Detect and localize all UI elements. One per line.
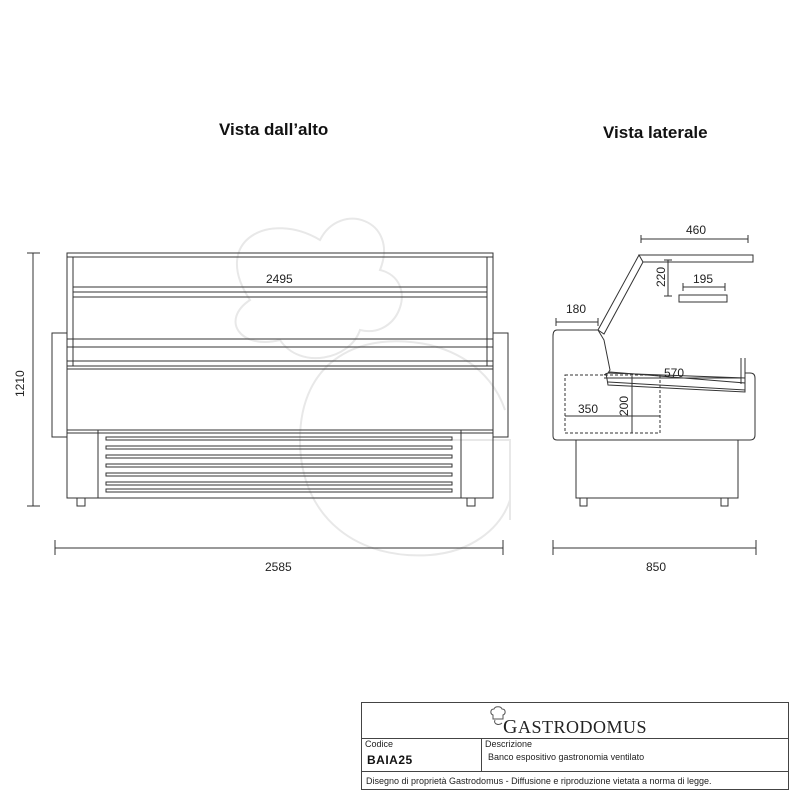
dim-side-glass-height: 220 (654, 266, 668, 287)
dim-side-reserve-depth: 350 (578, 402, 599, 416)
side-view-title: Vista laterale (603, 123, 708, 142)
front-left-end-panel (52, 333, 67, 437)
dim-side-top-depth: 460 (686, 223, 707, 237)
dim-front-inner-width: 2495 (266, 272, 293, 286)
front-view-title: Vista dall’alto (219, 120, 329, 139)
code-label: Codice (365, 739, 394, 749)
title-block (361, 702, 789, 790)
front-foot-left (77, 498, 85, 506)
front-right-end-panel (493, 333, 508, 437)
dim-side-tub-depth: 570 (664, 366, 685, 380)
side-foot-left (580, 498, 587, 506)
watermark-logo (236, 219, 510, 556)
side-base (576, 440, 738, 498)
front-grille (106, 437, 452, 492)
copyright-notice: Disegno di proprietà Gastrodomus - Diffusione e riproduzione vietata a norma di legge. (366, 776, 712, 786)
title-block-logo-row (362, 703, 788, 739)
dim-front-height: 1210 (13, 370, 27, 397)
dim-side-total-depth: 850 (646, 560, 667, 574)
front-body (67, 366, 493, 430)
product-description: Banco espositivo gastronomia ventilato (488, 752, 645, 762)
description-label: Descrizione (485, 739, 533, 749)
front-shelf (73, 292, 487, 297)
side-top-canopy (639, 255, 753, 262)
front-foot-right (467, 498, 475, 506)
front-canopy-frame (67, 253, 493, 366)
code-cell (362, 738, 482, 772)
brand-initial: G (503, 716, 518, 738)
dim-side-shelf-depth: 195 (693, 272, 714, 286)
side-foot-right (721, 498, 728, 506)
product-code: BAIA25 (367, 753, 413, 767)
dim-front-total-width: 2585 (265, 560, 292, 574)
dim-side-front-depth: 180 (566, 302, 587, 316)
dim-side-reserve-height: 200 (617, 395, 631, 416)
front-view (27, 253, 508, 555)
side-shelf (679, 295, 727, 302)
side-glass (598, 255, 643, 334)
description-cell (482, 738, 788, 772)
brand-name (503, 716, 647, 739)
brand-rest: ASTRODOMUS (517, 717, 647, 737)
